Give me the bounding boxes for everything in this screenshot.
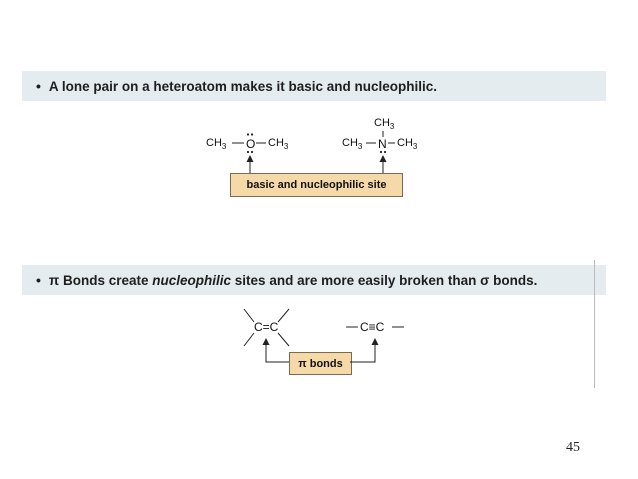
heading-text: A lone pair on a heteroatom makes it basic and nucleophilic.	[48, 78, 437, 94]
bullet-mark: •	[36, 272, 41, 288]
heading-text: π Bonds create nucleophilic sites and are more easily broken than σ bonds.	[48, 272, 538, 288]
alkene-label: C=C	[254, 320, 279, 334]
ether-oxygen: O	[246, 137, 256, 151]
bullet-mark: •	[36, 78, 41, 94]
box-label-text: π bonds	[298, 357, 343, 370]
alkyne-label: C≡C	[360, 320, 385, 334]
ether-right-methyl: $CH_3$	[268, 137, 289, 152]
ether-left-methyl: $CH_3$	[206, 137, 227, 152]
amine-top-methyl: $CH_3$	[374, 117, 395, 132]
amine-left-methyl: $CH_3$	[342, 137, 363, 152]
page-number: 45	[566, 440, 580, 455]
box-label-text: basic and nucleophilic site	[246, 179, 387, 191]
amine-nitrogen: N	[378, 137, 387, 151]
amine-right-methyl: $CH_3$	[397, 137, 418, 152]
